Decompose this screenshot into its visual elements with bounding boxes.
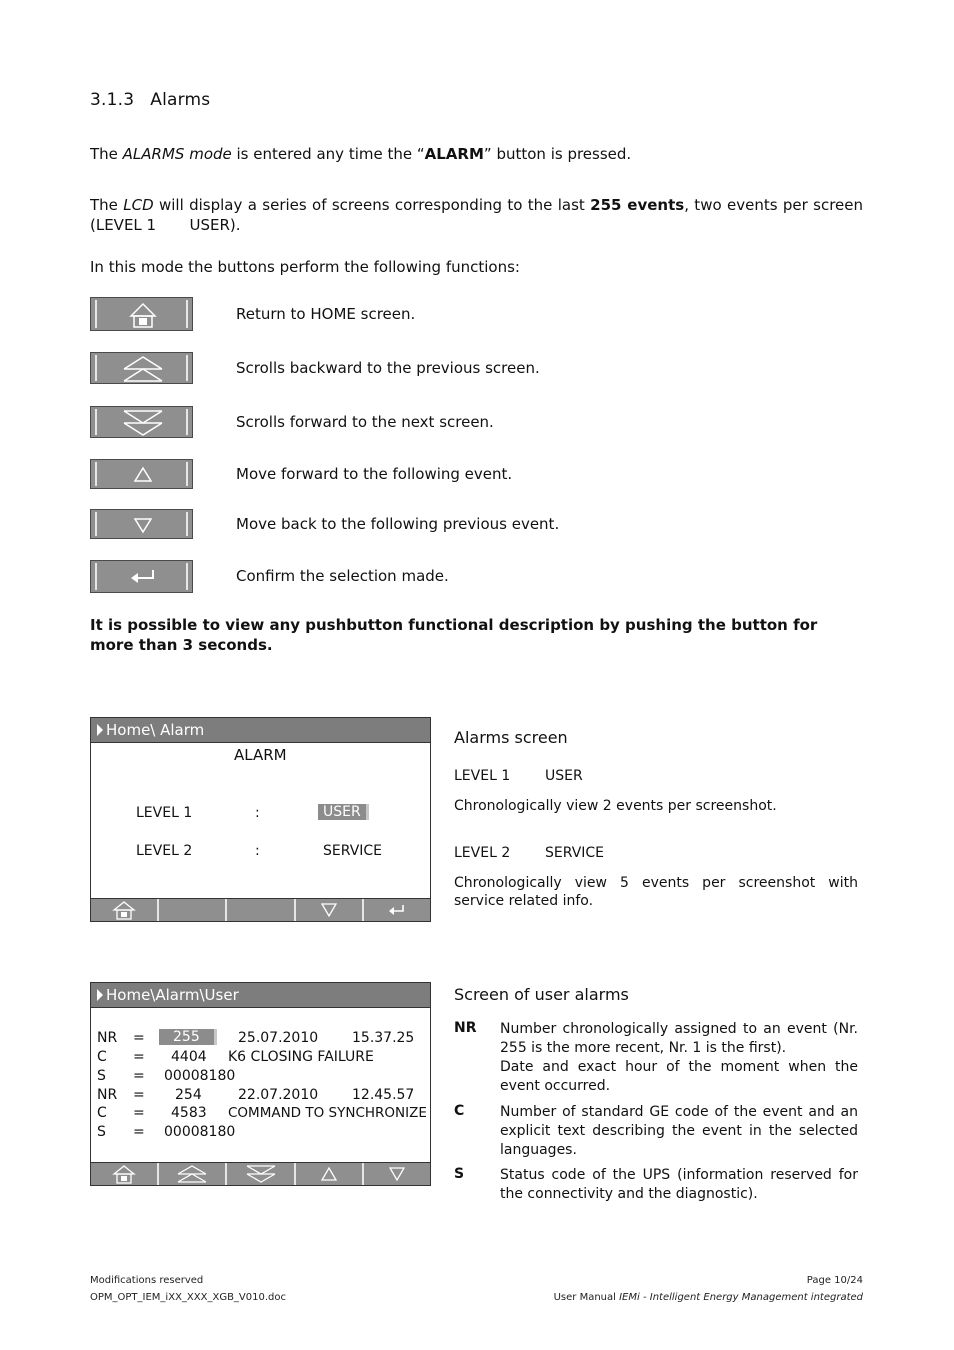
- home-button[interactable]: [90, 297, 193, 331]
- def-key-s: S: [454, 1166, 465, 1182]
- user-lcd-up-key[interactable]: [296, 1163, 364, 1185]
- double-chevron-up-icon: [91, 353, 194, 385]
- alarm-lcd-level1-sep: :: [255, 805, 260, 821]
- user-alarms-lcd-screen: [90, 982, 431, 1186]
- home-icon: [112, 1164, 136, 1184]
- home-button-desc: Return to HOME screen.: [236, 305, 416, 323]
- alarm-lcd-level1-option[interactable]: [318, 804, 369, 820]
- def-text: Number chronologically assigned to an event (Nr. 255 is the more recent, Nr. 1 is the first).: [500, 1021, 858, 1056]
- level1-desc: Chronologically view 2 events per screenshot.: [454, 798, 777, 814]
- double-chevron-down-icon: [245, 1164, 277, 1184]
- event-up-button-desc: Move forward to the following event.: [236, 465, 513, 483]
- user-lcd-scroll-down-key[interactable]: [227, 1163, 295, 1185]
- level1-value: USER: [545, 768, 583, 784]
- level2-label: LEVEL 2: [454, 845, 511, 861]
- enter-icon: [387, 903, 407, 917]
- alarm-lcd-title: ALARM: [234, 746, 287, 764]
- intro-paragraph-3: In this mode the buttons perform the following functions:: [90, 258, 520, 276]
- alarm-lcd-header-text: Home\ Alarm: [106, 721, 205, 739]
- event-down-button-desc: Move back to the following previous event.: [236, 515, 560, 533]
- def-text-s: Status code of the UPS (information reserved for the connectivity and the diagnostic).: [500, 1167, 858, 1202]
- alarm-lcd-home-key[interactable]: [91, 899, 159, 921]
- text: The: [90, 196, 124, 214]
- text-255-events: 255 events: [590, 196, 685, 214]
- def-key-c: C: [454, 1103, 465, 1119]
- event-up-button[interactable]: [90, 459, 193, 489]
- text: is entered any time the “: [231, 145, 425, 163]
- alarm-lcd-blank-key-1[interactable]: [159, 899, 227, 921]
- event-line-eq: =: [133, 1105, 145, 1121]
- alarms-screen-title: Alarms screen: [454, 728, 568, 747]
- event-line-key: C: [97, 1049, 107, 1065]
- enter-button-desc: Confirm the selection made.: [236, 567, 449, 585]
- event-line-status: 00008180: [164, 1124, 236, 1140]
- event-line-code: 4404: [171, 1049, 207, 1065]
- footer-manual-label: User Manual: [553, 1292, 620, 1303]
- scroll-down-button[interactable]: [90, 406, 193, 438]
- text: will display a series of screens corresponding to the last: [153, 196, 591, 214]
- event-line-text: COMMAND TO SYNCHRONIZE: [228, 1105, 427, 1121]
- event-number-selected: 255: [159, 1029, 217, 1045]
- text: The: [90, 145, 123, 163]
- home-icon: [112, 900, 136, 920]
- intro-paragraph-2: [90, 195, 868, 235]
- alarm-lcd-level2-sep: :: [255, 843, 260, 859]
- alarm-lcd-level1-label: LEVEL 1: [136, 805, 193, 821]
- def-text-extra: Date and exact hour of the moment when the event occurred.: [500, 1059, 858, 1094]
- event-line-eq: =: [133, 1124, 145, 1140]
- triangle-down-icon: [91, 510, 194, 540]
- def-text-c: Number of standard GE code of the event and an explicit text describing the event in the selected languages.: [500, 1104, 858, 1158]
- user-lcd-scroll-up-key[interactable]: [159, 1163, 227, 1185]
- level2-desc: Chronologically view 5 events per screenshot with service related info.: [454, 875, 858, 909]
- user-lcd-header-text: Home\Alarm\User: [106, 986, 239, 1004]
- footer-manual-product: IEMi - Intelligent Energy Management integrated: [619, 1292, 863, 1303]
- level1-label: LEVEL 1: [454, 768, 511, 784]
- event-line-key: NR: [97, 1087, 118, 1103]
- alarm-lcd-screen: [90, 717, 431, 922]
- event-line-key: C: [97, 1105, 107, 1121]
- alarm-lcd-level2-option[interactable]: SERVICE: [323, 843, 383, 859]
- alarm-lcd-header: [91, 718, 430, 743]
- text-alarms-mode: ALARMS mode: [122, 145, 232, 163]
- event-line-eq: =: [133, 1087, 145, 1103]
- text-alarm-button: ALARM: [424, 145, 484, 163]
- alarm-lcd-enter-key[interactable]: [364, 899, 430, 921]
- event-line-key: S: [97, 1068, 106, 1084]
- def-text-nr: [500, 1020, 858, 1096]
- event-line-date: 25.07.2010: [238, 1030, 319, 1046]
- footer-docname: OPM_OPT_IEM_iXX_XXX_XGB_V010.doc: [90, 1292, 286, 1303]
- enter-button[interactable]: [90, 560, 193, 593]
- event-line-number: 254: [175, 1087, 202, 1103]
- triangle-right-icon: [97, 724, 103, 736]
- double-chevron-up-icon: [176, 1164, 208, 1184]
- user-lcd-softkeys: [91, 1162, 430, 1185]
- event-line-text: K6 CLOSING FAILURE: [228, 1049, 374, 1065]
- pushbutton-note: It is possible to view any pushbutton functional description by pushing the button for more than 3 seconds.: [90, 616, 818, 654]
- event-line-time: 15.37.25: [352, 1030, 415, 1046]
- user-lcd-header: [91, 983, 430, 1008]
- footer-modifications: Modifications reserved: [90, 1275, 204, 1286]
- alarm-lcd-level1-value: USER: [318, 804, 369, 820]
- user-alarms-title: Screen of user alarms: [454, 985, 629, 1004]
- scroll-down-button-desc: Scrolls forward to the next screen.: [236, 413, 494, 431]
- def-key-nr: NR: [454, 1020, 477, 1036]
- triangle-right-icon: [97, 989, 103, 1001]
- alarm-lcd-softkeys: [91, 898, 430, 921]
- footer-manual-title: [463, 1292, 863, 1303]
- home-icon: [91, 298, 194, 332]
- text: ” button is pressed.: [483, 145, 632, 163]
- enter-icon: [91, 561, 194, 594]
- user-lcd-home-key[interactable]: [91, 1163, 159, 1185]
- event-line-code: 4583: [171, 1105, 207, 1121]
- user-lcd-down-key[interactable]: [364, 1163, 430, 1185]
- text-lcd: LCD: [123, 196, 154, 214]
- event-line-number: [159, 1029, 217, 1045]
- alarm-lcd-down-key[interactable]: [296, 899, 364, 921]
- footer-page-number: Page 10/24: [806, 1275, 863, 1286]
- section-number: 3.1.3: [90, 90, 135, 110]
- event-line-status: 00008180: [164, 1068, 236, 1084]
- scroll-up-button-desc: Scrolls backward to the previous screen.: [236, 359, 540, 377]
- event-line-eq: =: [133, 1030, 145, 1046]
- event-line-eq: =: [133, 1049, 145, 1065]
- event-line-key: NR: [97, 1030, 118, 1046]
- alarm-lcd-blank-key-2[interactable]: [227, 899, 295, 921]
- triangle-down-icon: [320, 902, 338, 918]
- triangle-down-icon: [388, 1166, 406, 1182]
- event-line-time: 12.45.57: [352, 1087, 415, 1103]
- event-down-button[interactable]: [90, 509, 193, 539]
- event-line-date: 22.07.2010: [238, 1087, 319, 1103]
- event-line-eq: =: [133, 1068, 145, 1084]
- section-heading: [90, 90, 210, 110]
- triangle-up-icon: [320, 1166, 338, 1182]
- scroll-up-button[interactable]: [90, 352, 193, 384]
- level2-value: SERVICE: [545, 845, 605, 861]
- event-line-key: S: [97, 1124, 106, 1140]
- alarm-lcd-level2-label: LEVEL 2: [136, 843, 193, 859]
- intro-paragraph-1: [90, 144, 863, 164]
- text: , two events per screen (LEVEL 1 USER).: [90, 196, 868, 234]
- double-chevron-down-icon: [91, 407, 194, 439]
- triangle-up-icon: [91, 460, 194, 490]
- section-title: Alarms: [150, 90, 211, 110]
